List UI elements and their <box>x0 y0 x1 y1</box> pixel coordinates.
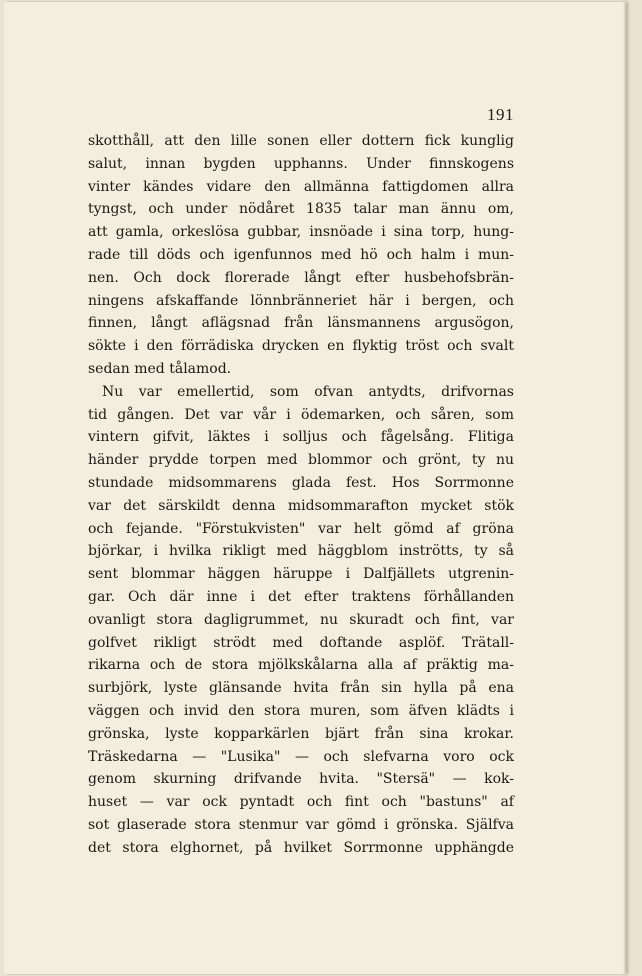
book-page <box>4 2 626 974</box>
text-line: surbjörk, lyste glänsande hvita från sin hylla på ena <box>88 680 514 697</box>
text-line: golfvet rikligt strödt med doftande asplöf. Trätall- <box>88 634 514 651</box>
text-line: ningens afskaffande lönnbränneriet här i bergen, och <box>88 292 514 309</box>
text-line: sökte i den förrädiska drycken en flyktig tröst och svalt <box>88 338 514 355</box>
text-line: gar. Och där inne i det efter traktens förhållanden <box>88 588 514 605</box>
text-line: det stora elghornet, på hvilket Sorrmonne upphängde <box>88 839 514 856</box>
text-line: sot glaserade stora stenmur var gömd i grönska. Själfva <box>88 816 514 833</box>
text-line: rikarna och de stora mjölkskålarna alla af präktig ma- <box>88 657 514 674</box>
text-line: huset — var ock pyntadt och fint och "bastuns" af <box>88 794 514 811</box>
text-line: Träskedarna — "Lusika" — och slefvarna voro ock <box>88 748 514 765</box>
text-line: sent blommar häggen häruppe i Dalfjällets utgrenin- <box>88 566 514 583</box>
text-line: vinter kändes vidare den allmänna fattigdomen allra <box>88 178 514 195</box>
text-line: väggen och invid den stora muren, som äfven klädts i <box>88 702 514 719</box>
paragraph-1 <box>88 130 514 381</box>
text-line: rade till döds och igenfunnos med hö och halm i mun- <box>88 246 514 263</box>
text-line: björkar, i hvilka rikligt med häggblom inströtts, ty så <box>88 543 514 560</box>
text-line: vintern gifvit, läktes i solljus och fågelsång. Flitiga <box>88 429 514 446</box>
text-line: salut, innan bygden upphanns. Under finnskogens <box>88 155 514 172</box>
text-line: genom skurning drifvande hvita. "Stersä" — kok- <box>88 771 514 788</box>
text-line: ovanligt stora dagligrummet, nu skuradt och fint, var <box>88 611 514 628</box>
paragraph-2 <box>88 381 514 860</box>
text-line: finnen, långt aflägsnad från länsmannens argusögon, <box>88 315 514 332</box>
text-line: var det särskildt denna midsommarafton mycket stök <box>88 497 514 514</box>
text-line: skotthåll, att den lille sonen eller dottern fick kunglig <box>88 133 514 149</box>
text-line: sedan med tålamod. <box>88 360 232 377</box>
text-line: grönska, lyste kopparkärlen bjärt från sina krokar. <box>88 725 514 742</box>
text-line: stundade midsommarens glada fest. Hos Sorrmonne <box>88 474 514 491</box>
page-edge-shadow <box>623 2 626 974</box>
text-line: Nu var emellertid, som ofvan antydts, drifvornas <box>102 383 514 400</box>
text-line: att gamla, orkeslösa gubbar, insnöade i sina torp, hung- <box>88 224 514 241</box>
text-line: tid gången. Det var vår i ödemarken, och såren, som <box>88 406 514 423</box>
text-line: nen. Och dock florerade långt efter husbehofsbrän- <box>88 269 514 286</box>
page-number: 191 <box>487 105 514 124</box>
text-line: händer prydde torpen med blommor och grönt, ty nu <box>88 452 514 469</box>
text-line: tyngst, och under nödåret 1835 talar man ännu om, <box>88 201 514 218</box>
text-line: och fejande. "Förstukvisten" var helt gömd af gröna <box>88 520 514 537</box>
body-text <box>88 130 514 860</box>
